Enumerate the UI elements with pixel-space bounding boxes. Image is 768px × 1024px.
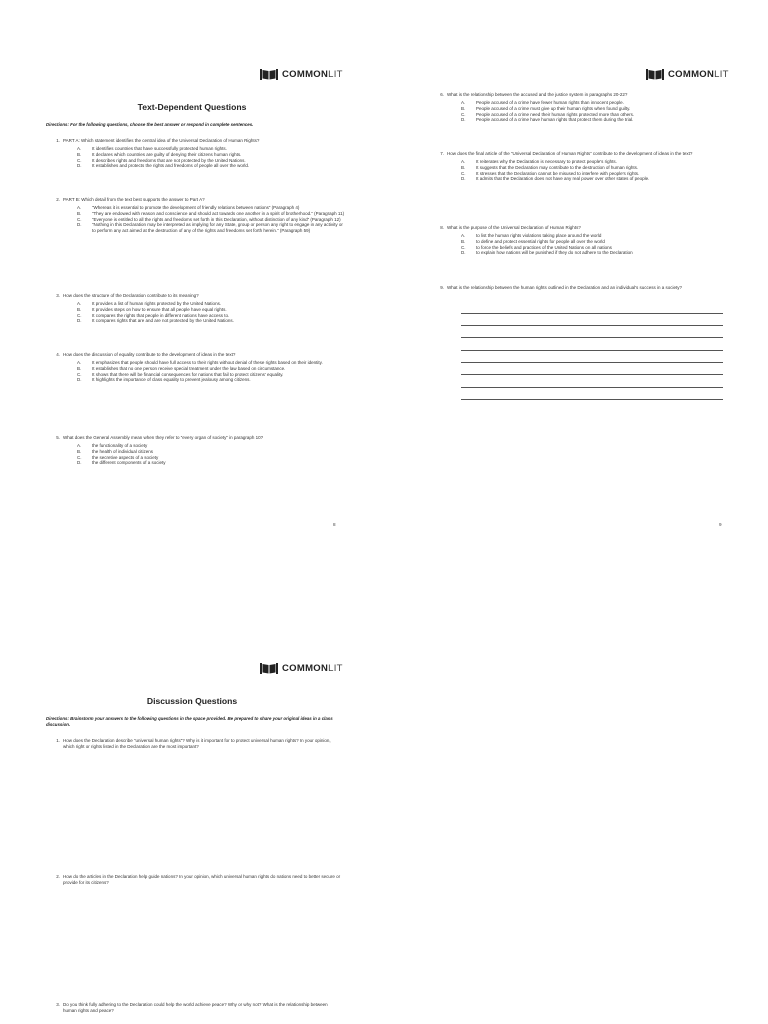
answer-option[interactable]: C. People accused of a crime need their human rights protected more than others.: [461, 111, 635, 117]
answer-option[interactable]: C. It stresses that the Declaration cannot be misused to interfere with people's rights.: [461, 170, 640, 176]
question-stem: What is the relationship between the accused and the justice system in paragraphs 20-22?: [447, 92, 628, 97]
open-book-icon: [646, 69, 664, 80]
directions: Directions: Brainstorm your answers to the following questions in the space provided. Be prepared to share your original ideas in a class discussion.: [46, 716, 333, 727]
answer-line[interactable]: [461, 337, 723, 338]
answer-option[interactable]: C. It compares the rights that people in different nations have access to.: [77, 312, 230, 318]
question-stem: How does the final article of the “Universal Declaration of Human Rights” contribute to the development of ideas in the text?: [447, 151, 693, 156]
question-9: [430, 285, 730, 291]
question-stem: How do the articles in the Declaration help guide nations? In your opinion, which universal human rights do nations need to better secure or provide for its citizens?: [63, 874, 341, 885]
answer-option[interactable]: B. People accused of a crime must give up their human rights when found guilty.: [461, 105, 631, 111]
answer-lines[interactable]: [461, 311, 723, 401]
question-1: [46, 138, 346, 169]
question-number: 1.: [56, 738, 60, 743]
answer-option[interactable]: D. It highlights the importance of class equality to prevent jealousy among citizens.: [77, 377, 251, 383]
answer-option[interactable]: A. It emphasizes that people should have full access to their rights without denial of these rights based on their identity.: [77, 360, 323, 366]
question-8: [430, 225, 730, 256]
page-10: [0, 560, 384, 1024]
question-number: 1.: [56, 138, 60, 143]
answer-option[interactable]: B. “They are endowed with reason and conscience and should act towards one another in a spirit of brotherhood.” (Paragraph 11): [77, 210, 345, 216]
answer-option[interactable]: C. the secretive aspects of a society: [77, 454, 159, 460]
answer-option[interactable]: D. It admits that the Declaration does not have any real power over other states of people.: [461, 176, 650, 182]
answer-line[interactable]: [461, 325, 723, 326]
answer-option[interactable]: D. “Nothing in this Declaration may be interpreted as implying for any State, group or person any right to engage in any activity or to perform any act aimed at the destruction of any of the rights and freedoms set forth herein.” (Paragraph 59): [77, 222, 343, 234]
discussion-question-2: [46, 874, 342, 885]
page-8: [0, 0, 384, 540]
question-stem: PART A: Which statement identifies the central idea of the Universal Declaration of Human Rights?: [63, 138, 260, 143]
open-book-icon: [260, 663, 278, 674]
open-book-icon: [260, 69, 278, 80]
question-stem: What is the relationship between the human rights outlined in the Declaration and an individual's success in a society?: [447, 285, 682, 290]
question-number: 9.: [440, 285, 444, 290]
commonlit-logo: [260, 663, 343, 674]
question-number: 2.: [56, 197, 60, 202]
answer-line[interactable]: [461, 374, 723, 375]
question-number: 5.: [56, 435, 60, 440]
question-number: 4.: [56, 352, 60, 357]
question-stem: How does the structure of the Declaration contribute to its meaning?: [63, 293, 199, 298]
answer-option[interactable]: D. People accused of a crime have human rights that protect them during the trial.: [461, 117, 634, 123]
answer-option[interactable]: C. to force the beliefs and practices of the United Nations on all nations: [461, 244, 612, 250]
answer-option[interactable]: A. It reiterates why the Declaration is necessary to protect people's rights.: [461, 159, 617, 165]
answer-option[interactable]: C. It shows that there will be financial consequences for nations that fail to protect citizens' equality.: [77, 371, 284, 377]
answer-line[interactable]: [461, 399, 723, 400]
answer-option[interactable]: A. People accused of a crime have fewer human rights than innocent people.: [461, 100, 624, 106]
answer-option[interactable]: B. It declares which countries are guilty of denying their citizens human rights.: [77, 151, 242, 157]
question-2: [46, 197, 346, 234]
question-3: [46, 293, 346, 324]
page-number: 8: [333, 522, 336, 527]
answer-option[interactable]: B. the health of individual citizens: [77, 448, 154, 454]
question-stem: Do you think fully adhering to the Declaration could help the world achieve peace? Why or why not? What is the relationship between human rights and peace?: [63, 1002, 328, 1013]
logo-wordmark: COMMONLIT: [668, 69, 729, 80]
answer-option[interactable]: D. the different components of a society: [77, 460, 166, 466]
question-stem: What does the General Assembly mean when they refer to “every organ of society” in paragraph 10?: [63, 435, 264, 440]
question-5: [46, 435, 346, 466]
question-number: 6.: [440, 92, 444, 97]
answer-option[interactable]: C. “Everyone is entitled to all the rights and freedoms set forth in this Declaration, without distinction of any kind” (Paragraph 12): [77, 216, 341, 222]
answer-line[interactable]: [461, 362, 723, 363]
question-stem: How does the Declaration describe “universal human rights”? Why is it important for to protect universal human rights? In your opinion, which right or rights listed in the Declaration are the most important?: [63, 738, 331, 749]
question-number: 3.: [56, 1002, 60, 1007]
answer-option[interactable]: A. to list the human rights violations taking place around the world: [461, 233, 602, 239]
question-number: 7.: [440, 151, 444, 156]
directions: Directions: For the following questions, choose the best answer or respond in complete sentences.: [46, 122, 254, 127]
commonlit-logo: [646, 69, 729, 80]
question-number: 2.: [56, 874, 60, 879]
answer-line[interactable]: [461, 387, 723, 388]
question-number: 8.: [440, 225, 444, 230]
answer-option[interactable]: A. It provides a list of human rights protected by the United Nations.: [77, 301, 222, 307]
page-title: Discussion Questions: [146, 696, 238, 706]
answer-option[interactable]: A. “Whereas it is essential to promote the development of friendly relations between nations” (Paragraph 4): [77, 205, 300, 211]
answer-option[interactable]: A. It identifies countries that have successfully protected human rights.: [77, 146, 227, 152]
question-stem: PART B: Which detail from the text best supports the answer to Part A?: [63, 197, 205, 202]
answer-option[interactable]: B. It provides steps on how to ensure that all people have equal rights.: [77, 306, 227, 312]
answer-option[interactable]: D. It compares rights that are and are not protected by the United Nations.: [77, 318, 234, 324]
answer-option[interactable]: D. It establishes and protects the rights and freedoms of people all over the world.: [77, 163, 250, 169]
question-stem: How does the discussion of equality contribute to the development of ideas in the text?: [63, 352, 236, 357]
logo-wordmark: COMMONLIT: [282, 663, 343, 674]
answer-option[interactable]: A. the functionality of a society: [77, 443, 148, 449]
question-4: [46, 352, 346, 383]
discussion-question-3: [46, 1002, 342, 1013]
logo-wordmark: COMMONLIT: [282, 69, 343, 80]
question-7: [430, 151, 730, 182]
answer-option[interactable]: B. to define and protect essential rights for people all over the world: [461, 238, 605, 244]
page-9: [384, 0, 768, 540]
answer-line[interactable]: [461, 350, 723, 351]
answer-option[interactable]: C. It describes rights and freedoms that are not protected by the United Nations.: [77, 157, 246, 163]
commonlit-logo: [260, 69, 343, 80]
question-stem: What is the purpose of the Universal Declaration of Human Rights?: [447, 225, 581, 230]
answer-option[interactable]: B. It establishes that no one person receive special treatment under the law based on circumstance.: [77, 365, 286, 371]
discussion-question-1: [46, 738, 342, 749]
page-number: 9: [719, 522, 722, 527]
answer-line[interactable]: [461, 313, 723, 314]
question-number: 3.: [56, 293, 60, 298]
answer-option[interactable]: B. It suggests that the Declaration may contribute to the destruction of human rights.: [461, 164, 639, 170]
page-title: Text-Dependent Questions: [137, 102, 247, 112]
question-6: [430, 92, 730, 123]
answer-option[interactable]: D. to explain how nations will be punished if they do not adhere to the Declaration: [461, 250, 633, 256]
